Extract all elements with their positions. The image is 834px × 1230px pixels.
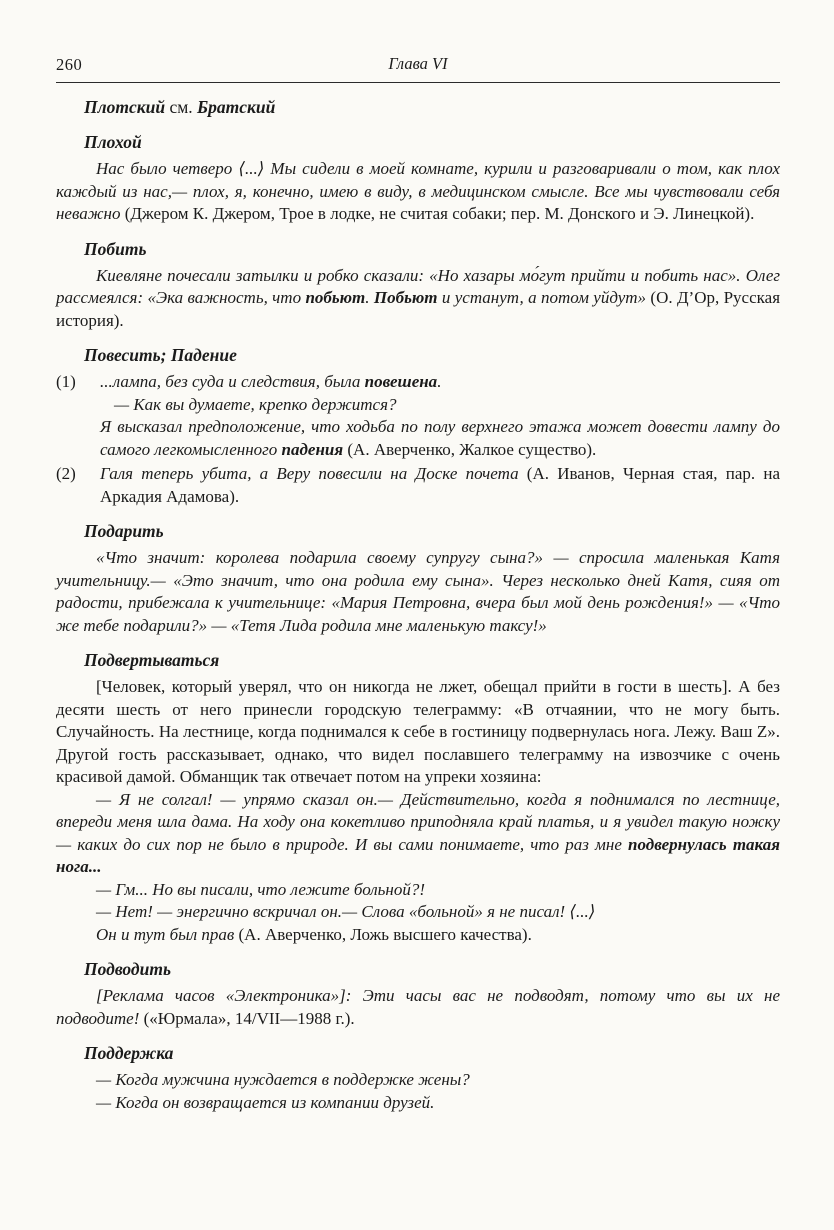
header-rule	[56, 82, 780, 83]
paragraph	[100, 463, 780, 508]
entry-headword	[84, 957, 780, 981]
dictionary-entry	[56, 237, 780, 333]
text-segment: и устанут, а потом уйдут»	[437, 288, 651, 307]
paragraph	[100, 394, 780, 417]
text-segment: повешена	[364, 372, 438, 391]
text-segment: Подарить	[84, 521, 164, 541]
paragraph	[56, 1069, 780, 1092]
text-segment: Я высказал предположение, что ходьба по полу верхнего этажа может довести лампу до самого легкомысленного	[100, 417, 780, 459]
text-segment: — Когда мужчина нуждается в поддержке жены?	[96, 1070, 470, 1089]
paragraph	[56, 924, 780, 947]
paragraph	[56, 879, 780, 902]
text-segment: Подвертываться	[84, 650, 220, 670]
text-segment: («Юрмала», 14/VII—1988 г.).	[143, 1008, 355, 1028]
chapter-title: Глава VI	[388, 54, 448, 73]
text-segment: ...лампа, без суда и следствия, была	[100, 372, 365, 391]
paragraph	[56, 901, 780, 924]
dictionary-entry	[56, 648, 780, 946]
dictionary-entry	[56, 519, 780, 637]
text-segment: Повесить; Падение	[84, 345, 237, 365]
text-segment: Побить	[84, 238, 147, 259]
paragraph	[56, 1092, 780, 1115]
paragraph	[56, 789, 780, 879]
paragraph	[56, 265, 780, 333]
page-header	[56, 54, 780, 78]
text-segment: Плотский	[84, 97, 166, 117]
text-segment: .	[437, 372, 442, 391]
text-segment: побьют	[305, 288, 366, 307]
dictionary-entry	[56, 957, 780, 1030]
text-segment: (А. Аверченко, Жалкое существо).	[347, 439, 597, 459]
text-segment: — Когда он возвращается из компании друзей.	[96, 1092, 435, 1112]
text-segment: см.	[165, 97, 198, 117]
dictionary-entry	[56, 95, 780, 119]
text-segment: Побьют	[373, 288, 438, 307]
text-segment: — Нет! — энергично вскричал он.— Слова «больной» я не писал! ⟨...⟩	[96, 902, 596, 921]
entries	[56, 95, 780, 1114]
text-segment: Подводить	[84, 959, 171, 979]
entry-headword	[84, 237, 780, 261]
text-segment: подвернулась такая нога...	[56, 834, 781, 876]
entry-headword	[84, 343, 780, 367]
numbered-item	[56, 463, 780, 508]
item-body	[100, 371, 780, 461]
text-segment: падения	[281, 439, 344, 459]
dictionary-entry	[56, 1041, 780, 1114]
paragraph	[56, 985, 780, 1030]
paragraph	[100, 371, 780, 394]
entry-headword	[84, 130, 780, 154]
text-segment: — Гм... Но вы писали, что лежите больной?!	[96, 879, 426, 899]
dictionary-entry	[56, 130, 780, 226]
text-segment: [Реклама часов «Электроника»]: Эти часы вас не подводят, потому что вы их не подводите!	[56, 986, 780, 1028]
text-segment: «Что значит: королева подарила своему супругу сына?» — спросила маленькая Катя учительницу.— «Это значит, что она родила ему сына». Через несколько дней Катя, сияя от радости, прибежала к учительнице: «Мария Петровна, вчера был мой день рождения!» — «Что же тебе подарили?» — «Тетя Лида родила мне маленькую таксу!»	[56, 548, 780, 635]
item-number: (2)	[56, 464, 76, 483]
text-segment: .	[365, 288, 374, 307]
text-segment: Галя теперь убита, а Веру повесили на Доске почета	[100, 464, 527, 483]
text-segment: (А. Иванов, Черная стая, пар. на Аркадия Адамова).	[100, 464, 781, 506]
text-segment: Нас было четверо ⟨...⟩ Мы сидели в моей комнате, курили и разговаривали о том, как плох каждый из нас,— плох, я, конечно, имею в виду, в медицинском смысле. Все мы чувствовали себя неважно	[56, 159, 780, 223]
entry-headword	[84, 519, 780, 543]
text-segment: Киевляне почесали затылки и робко сказали: «Но хазары мо́гут прийти и побить нас». Олег рассмеялся: «Эка важность, что	[56, 265, 780, 307]
paragraph	[100, 416, 780, 461]
text-segment: Он и тут был прав	[96, 924, 239, 944]
page-number: 260	[56, 55, 83, 74]
paragraph	[56, 158, 780, 226]
text-segment: — Я не солгал! — упрямо сказал он.— Действительно, когда я поднимался по лестнице, впереди меня шла дама. На ходу она кокетливо приподняла край платья, и я увидел такую ножку — каких до сих пор не было в природе. И вы сами понимаете, что раз мне	[56, 789, 780, 854]
text-segment: (О. Д’Ор, Русская история).	[56, 288, 781, 330]
text-segment: — Как вы думаете, крепко держится?	[114, 394, 397, 414]
numbered-item	[56, 371, 780, 461]
text-segment: Поддержка	[84, 1043, 174, 1063]
entry-headword	[84, 648, 780, 672]
text-segment: (Джером К. Джером, Трое в лодке, не считая собаки; пер. М. Донского и Э. Линецкой).	[124, 204, 755, 223]
text-segment: [Человек, который уверял, что он никогда не лжет, обещал прийти в гости в шесть]. А без десяти шесть от него принесли городскую телеграмму: «В отчаянии, что не могу быть. Случайность. На лестнице, когда поднимался к себе в гостиницу подвернулась нога. Лежу. Ваш Z». Другой гость рассказывает, однако, что видел пославшего телеграмму на извозчике с очень красивой дамой. Обманщик так отвечает потом на упреки хозяина:	[56, 677, 780, 786]
text-segment: Братский	[197, 97, 276, 117]
paragraph	[56, 676, 780, 789]
item-body	[100, 463, 780, 508]
entry-headword	[84, 1041, 780, 1065]
text-segment: (А. Аверченко, Ложь высшего качества).	[238, 924, 532, 944]
dictionary-entry	[56, 343, 780, 508]
entry-headword	[84, 95, 780, 119]
item-number: (1)	[56, 372, 76, 391]
paragraph	[56, 547, 780, 637]
text-segment: Плохой	[84, 132, 142, 152]
